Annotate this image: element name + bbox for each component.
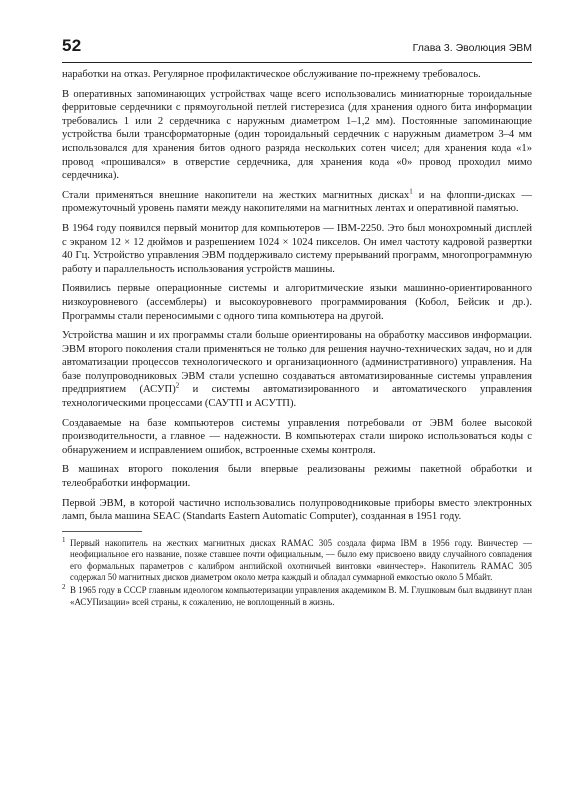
- paragraph: В оперативных запоминающих устройствах чаще всего использовались миниатюрные тороидальные ферритовые сердечники с прямоугольной петлей гистерезиса (для хранения одного бита информации требовались 1 или 2 сердечника с наружным диаметром 1–1,2 мм). Постоянные запоминающие устройства были трансформаторные (один тороидальный сердечник с наружным диаметром 3–4 мм использовался для хранения битов одного разряда нескольких сотен чисел; для хранения кода «1» провод «прошивался» в отверстие сердечника, для хранения кода «0» провод проходил мимо сердечника).: [62, 88, 532, 182]
- book-page: [62, 36, 532, 610]
- header-rule: [62, 62, 532, 63]
- footnotes: [62, 535, 532, 608]
- paragraph: наработки на отказ. Регулярное профилактическое обслуживание по-прежнему требовалось.: [62, 69, 481, 80]
- footnote: 2 В 1965 году в СССР главным идеологом компьютеризации управления академиком В. М. Глушковым был выдвинут план «АСУПизации» всей страны, к сожалению, не воплощенный в жизнь.: [62, 583, 532, 607]
- page-number: 52: [62, 36, 82, 55]
- paragraph: В 1964 году появился первый монитор для компьютеров — IBM-2250. Это был монохромный дисплей с экраном 12 × 12 дюймов и разрешением 1024 × 1024 пикселов. Он имел частоту кадровой развертки 40 Гц. Устройство управления ЭВМ поддерживало систему прерываний программ, многопрограммную работу и параллельность использования устройств машины.: [62, 222, 532, 275]
- footnote-ref[interactable]: 2: [175, 381, 180, 390]
- footnote: 1 Первый накопитель на жестких магнитных дисках RAMAC 305 создала фирма IBM в 1956 году. Винчестер — неофициальное его название, позже ставшее почти официальным, — было ему присвоено ввиду случайного совпадения его формальных параметров с калибром английской охотничьей винтовки «винчестер». Накопитель RAMAC 305 содержал 50 магнитных дисков диаметром около метра каждый и обладал суммарной емкостью около 5 Мбайт.: [62, 535, 532, 583]
- running-title: Глава 3. Эволюция ЭВМ: [412, 42, 532, 54]
- paragraph: Первой ЭВМ, в которой частично использовались полупроводниковые приборы вместо электронных ламп, была машина SEAC (Standarts Eastern Automatic Computer), созданная в 1951 году.: [62, 497, 532, 523]
- paragraph: Устройства машин и их программы стали больше ориентированы на обработку массивов информации. ЭВМ второго поколения стали применяться не только для решения научно-технических задач, но и для автоматизации процессов технологического и организационного (административного) управления. На базе полупроводниковых ЭВМ стали успешно создаваться автоматизированные системы управления предприятием (АСУП)$^2$ и системы автоматизированного и автоматического управления технологическими процессами (САУТП и АСУТП).: [62, 330, 532, 410]
- page-header: [62, 36, 532, 58]
- paragraph: Создаваемые на базе компьютеров системы управления потребовали от ЭВМ более высокой производительности, а главное — надежности. В компьютерах стали широко использоваться коды с обнаружением и исправлением ошибок, встроенные схемы контроля.: [62, 417, 532, 456]
- footnote-mark: 2: [62, 583, 66, 592]
- body-text: [62, 68, 532, 524]
- footnote-rule: [62, 531, 142, 532]
- footnote-mark: 1: [62, 535, 66, 544]
- paragraph: Стали применяться внешние накопители на жестких магнитных дисках$^1$ и на флоппи-дисках — промежуточный уровень памяти между накопителями на магнитных лентах и оперативной памятью.: [62, 187, 532, 215]
- footnote-ref[interactable]: 1: [409, 187, 413, 196]
- paragraph: В машинах второго поколения были впервые реализованы режимы пакетной обработки и телеобработки информации.: [62, 464, 532, 490]
- paragraph: Появились первые операционные системы и алгоритмические языки машинно-ориентированного низкоуровневого (ассемблеры) и высокоуровневого программирования (Кобол, Бейсик и др.). Программы стали переносимыми с одного типа компьютера на другой.: [62, 283, 532, 322]
